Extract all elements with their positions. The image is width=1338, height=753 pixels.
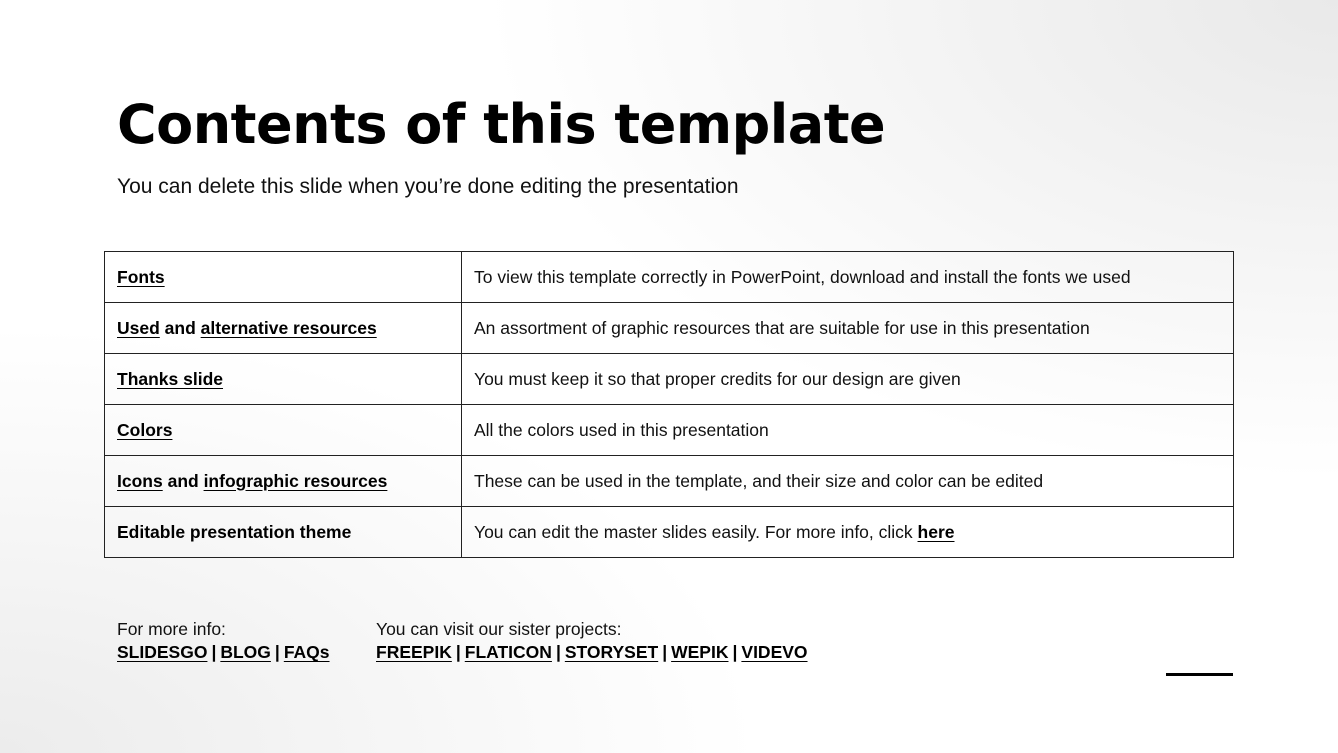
slide-subtitle: You can delete this slide when you’re done editing the presentation xyxy=(117,175,739,198)
link-separator: | xyxy=(455,642,461,662)
contents-table-body xyxy=(105,252,1234,558)
sister-projects-block xyxy=(376,618,808,664)
table-row xyxy=(105,405,1234,456)
resource-name-text: and xyxy=(162,470,204,491)
link-wepik[interactable]: WEPIK xyxy=(671,642,729,662)
link-icons[interactable]: Icons xyxy=(117,470,163,491)
link-infographic-resources[interactable]: infographic resources xyxy=(203,470,388,491)
sister-projects-links xyxy=(376,641,808,664)
table-row xyxy=(105,252,1234,303)
resource-description-cell xyxy=(462,354,1234,405)
link-videvo[interactable]: VIDEVO xyxy=(741,642,808,662)
resource-description: An assortment of graphic resources that are suitable for use in this presentation xyxy=(474,317,1090,338)
link-separator: | xyxy=(732,642,738,662)
link-separator: | xyxy=(662,642,668,662)
link-separator: | xyxy=(274,642,280,662)
resource-name-cell xyxy=(105,354,462,405)
link-faqs[interactable]: FAQs xyxy=(283,642,330,662)
resource-description-cell xyxy=(462,252,1234,303)
decorative-line xyxy=(1166,673,1233,676)
link-fonts[interactable]: Fonts xyxy=(117,266,165,287)
link-colors[interactable]: Colors xyxy=(117,419,173,440)
table-row xyxy=(105,303,1234,354)
resource-name-cell xyxy=(105,507,462,558)
resource-description: You must keep it so that proper credits for our design are given xyxy=(474,368,961,389)
contents-table xyxy=(104,251,1234,558)
link-alternative-resources[interactable]: alternative resources xyxy=(200,317,377,338)
table-row xyxy=(105,456,1234,507)
resource-description-cell xyxy=(462,303,1234,354)
table-row xyxy=(105,354,1234,405)
sister-projects-label: You can visit our sister projects: xyxy=(376,619,622,639)
link-thanks-slide[interactable]: Thanks slide xyxy=(117,368,224,389)
resource-name-text: Editable presentation theme xyxy=(117,521,352,542)
link-here[interactable]: here xyxy=(917,521,955,542)
resource-name-cell xyxy=(105,252,462,303)
resource-name-cell xyxy=(105,405,462,456)
resource-name-text: and xyxy=(159,317,201,338)
link-separator: | xyxy=(211,642,217,662)
resource-description-cell xyxy=(462,507,1234,558)
resource-name-cell xyxy=(105,456,462,507)
link-freepik[interactable]: FREEPIK xyxy=(376,642,452,662)
resource-description-cell xyxy=(462,405,1234,456)
link-blog[interactable]: BLOG xyxy=(220,642,271,662)
resource-name-cell xyxy=(105,303,462,354)
link-storyset[interactable]: STORYSET xyxy=(564,642,659,662)
link-separator: | xyxy=(555,642,561,662)
link-slidesgo[interactable]: SLIDESGO xyxy=(117,642,208,662)
resource-description-cell xyxy=(462,456,1234,507)
resource-description: These can be used in the template, and their size and color can be edited xyxy=(474,470,1044,491)
resource-description: To view this template correctly in PowerPoint, download and install the fonts we used xyxy=(474,266,1131,287)
link-used[interactable]: Used xyxy=(117,317,160,338)
resource-description: All the colors used in this presentation xyxy=(474,419,769,440)
link-flaticon[interactable]: FLATICON xyxy=(464,642,552,662)
more-info-links xyxy=(117,641,330,664)
resource-description: You can edit the master slides easily. For more info, click xyxy=(474,521,918,542)
slide-title: Contents of this template xyxy=(117,93,886,156)
table-row xyxy=(105,507,1234,558)
more-info-block xyxy=(117,618,330,664)
more-info-label: For more info: xyxy=(117,619,226,639)
